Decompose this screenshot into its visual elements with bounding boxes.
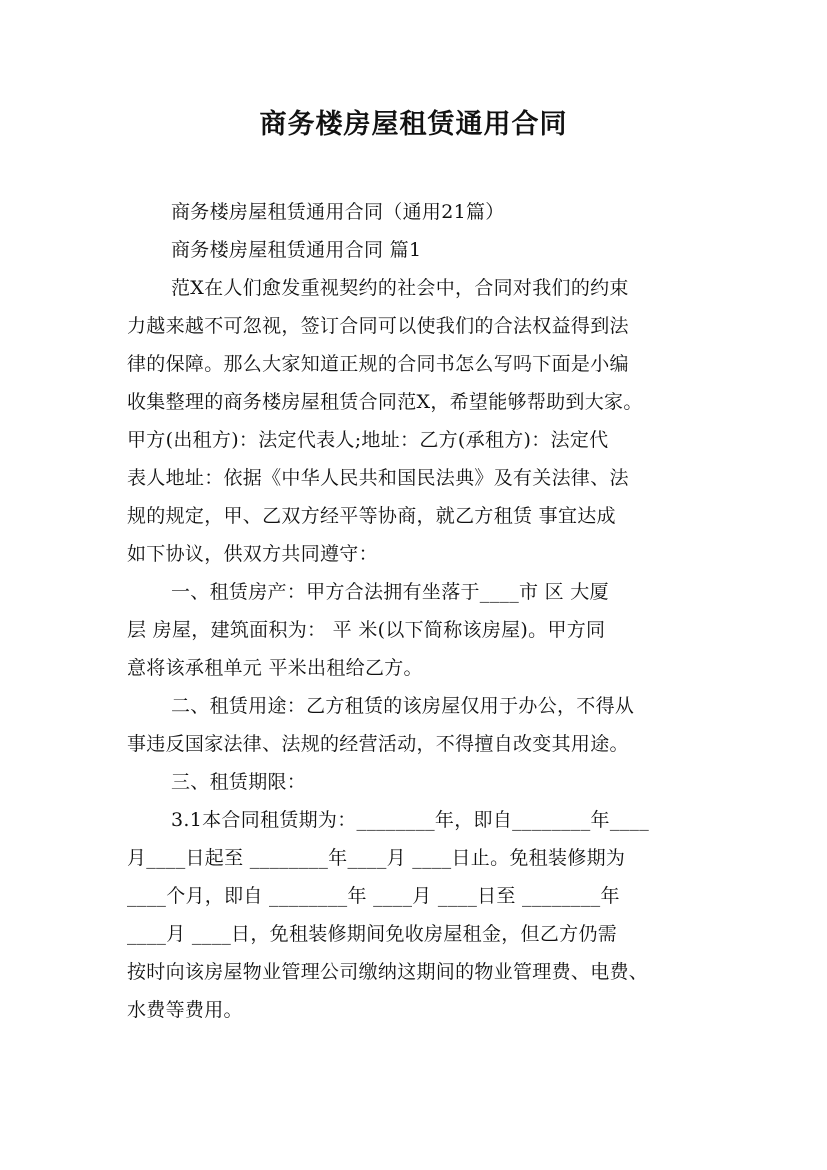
- paragraph-line: 规的规定，甲、乙双方经平等协商，就乙方租赁 事宜达成: [127, 505, 616, 527]
- document-title: 商务楼房屋租赁通用合同: [259, 109, 568, 140]
- subtitle-line: 商务楼房屋租赁通用合同（通用21篇）: [171, 201, 505, 223]
- clause-line: ____个月，即自 ________年 ____月 ____日至 ________年: [127, 885, 620, 907]
- paragraph-line: 如下协议，供双方共同遵守：: [127, 543, 378, 565]
- clause-line: 事违反国家法律、法规的经营活动，不得擅自改变其用途。: [127, 733, 629, 755]
- clause-line: ____月 ____日，免租装修期间免收房屋租金，但乙方仍需: [127, 923, 618, 945]
- section-heading: 商务楼房屋租赁通用合同 篇1: [171, 239, 422, 261]
- clause-line: 按时向该房屋物业管理公司缴纳这期间的物业管理费、电费、: [127, 961, 649, 983]
- paragraph-line: 力越来越不可忽视，签订合同可以使我们的合法权益得到法: [127, 315, 629, 337]
- clause-line: 一、租赁房产：甲方合法拥有坐落于____市 区 大厦: [171, 581, 609, 603]
- clause-line: 意将该承租单元 平米出租给乙方。: [127, 657, 423, 679]
- paragraph-line: 甲方(出租方)：法定代表人;地址：乙方(承租方)：法定代: [127, 429, 609, 451]
- paragraph-line: 表人地址：依据《中华人民共和国民法典》及有关法律、法: [127, 467, 629, 489]
- paragraph-line: 律的保障。那么大家知道正规的合同书怎么写吗下面是小编: [127, 353, 629, 375]
- clause-heading: 三、租赁期限：: [171, 771, 307, 793]
- clause-line: 月____日起至 ________年____月 ____日止。免租装修期为: [127, 847, 626, 869]
- paragraph-line: 范X在人们愈发重视契约的社会中，合同对我们的约束: [171, 277, 629, 299]
- paragraph-line: 收集整理的商务楼房屋租赁合同范X，希望能够帮助到大家。: [127, 391, 643, 413]
- clause-line: 层 房屋，建筑面积为： 平 米(以下简称该房屋)。甲方同: [127, 619, 606, 641]
- clause-line: 二、租赁用途：乙方租赁的该房屋仅用于办公，不得从: [171, 695, 635, 717]
- clause-line: 3.1本合同租赁期为：________年，即自________年____: [171, 809, 650, 831]
- clause-line: 水费等费用。: [127, 999, 243, 1021]
